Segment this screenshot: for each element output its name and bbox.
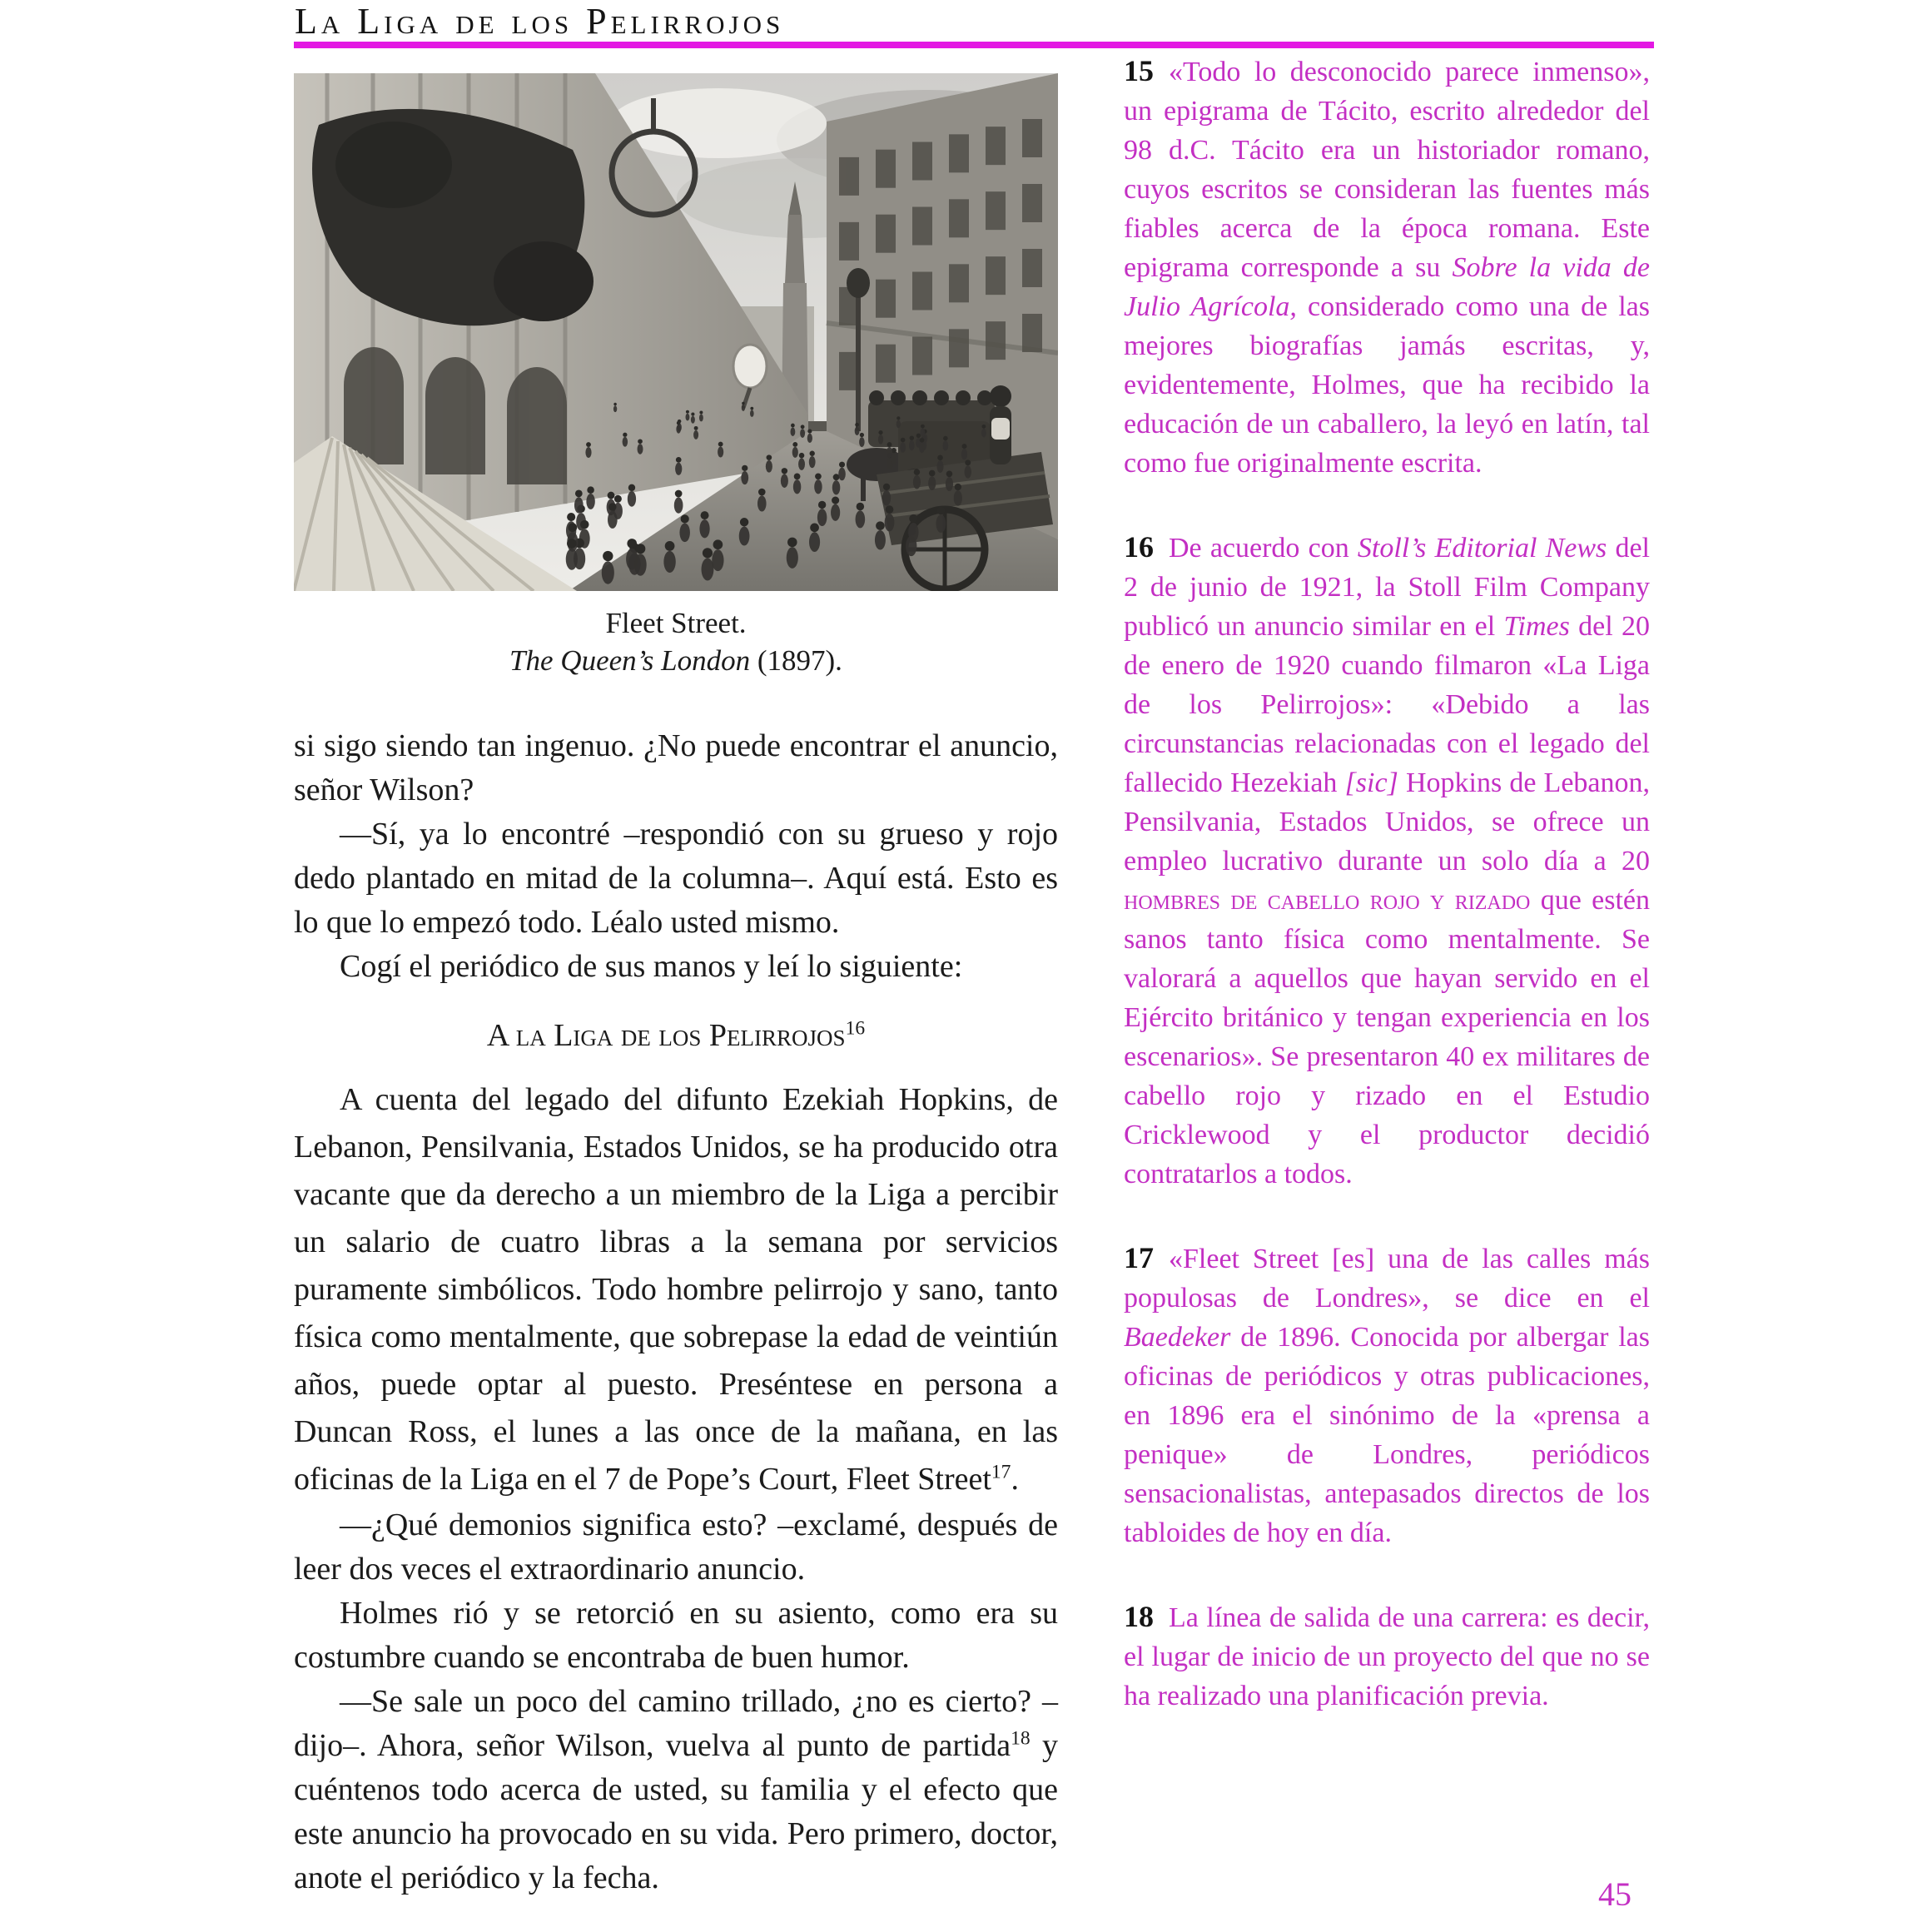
text-segment: de 1896. Conocida por albergar las oficinas de periódicos y otras publicaciones, en 1896 era el sinónimo de la «prensa a penique» de Londres, periódicos sensacionalistas, antepasados directos de los tabloides de hoy en día. <box>1124 1322 1650 1548</box>
text-segment: si sigo siendo tan ingenuo. ¿No puede encontrar el anuncio, señor Wilson? <box>294 728 1058 807</box>
text-segment: hombres de cabello rojo y rizado <box>1124 885 1531 916</box>
text-segment: A la Liga de los Pelirrojos <box>486 1018 846 1053</box>
text-segment: Cogí el periódico de sus manos y leí lo siguiente: <box>340 949 963 984</box>
annotation-note-16 <box>1124 528 1650 1194</box>
text-segment: Baedeker <box>1124 1322 1231 1353</box>
text-segment: del 2 de junio de 1921, la Stoll Film Company publicó un anuncio similar en el <box>1124 533 1650 642</box>
note-number: 18 <box>1124 1600 1154 1633</box>
paragraph <box>294 724 1058 812</box>
text-segment: Sobre la vida de Julio Agrícola, <box>1124 252 1650 322</box>
paragraph <box>294 1503 1058 1592</box>
text-segment: que estén sanos tanto física como mentalmente. Se valorará a aquellos que hayan servido en el Ejército británico y tengan experiencia en los escenarios». Se presentaron 40 ex militares de cabello rojo y rizado en el Estudio Cricklewood y el productor decidió contratarlos a todos. <box>1124 885 1650 1189</box>
text-segment: y cuéntenos todo acerca de usted, su familia y el efecto que este anuncio ha provocado en su vida. Pero primero, doctor, anote el periódico y la fecha. <box>294 1728 1058 1895</box>
text-segment: 16 <box>845 1017 866 1040</box>
text-segment: considerado como una de las mejores biografías jamás escritas, y, evidentemente, Holmes, que ha recibido la educación de un caballero, la leyó en latín, tal como fue originalmente escrita. <box>1124 291 1650 479</box>
note-number: 15 <box>1124 54 1154 87</box>
text-segment: La línea de salida de una carrera: es decir, el lugar de inicio de un proyecto del que no se ha realizado una planificación previa. <box>1124 1602 1650 1711</box>
paragraph <box>294 812 1058 945</box>
annotations-column <box>1124 52 1650 1761</box>
figure-fleet-street <box>294 73 1058 679</box>
annotation-note-15 <box>1124 52 1650 483</box>
page-number: 45 <box>1598 1875 1632 1913</box>
text-segment: A cuenta del legado del difunto Ezekiah Hopkins, de Lebanon, Pensilvania, Estados Unidos, se ha producido otra vacante que da derecho a un miembro de la Liga a percibir un salario de cuatro libras a la semana por servicios puramente simbólicos. Todo hombre pelirrojo y sano, tanto física como mentalmente, que sobrepase la edad de veintiún años, puede optar al puesto. Preséntese en persona a Duncan Ross, el lunes a las once de la mañana, en las oficinas de la Liga en el 7 de Pope’s Court, Fleet Street <box>294 1082 1058 1497</box>
annotation-note-18 <box>1124 1597 1650 1716</box>
caption-year: (1897). <box>750 644 842 677</box>
text-segment: [sic] <box>1344 767 1398 798</box>
text-segment: —Sí, ya lo encontré –respondió con su grueso y rojo dedo plantado en mitad de la columna–. Aquí está. Esto es lo que lo empezó todo. Léalo usted mismo. <box>294 817 1058 940</box>
caption-line2 <box>294 642 1058 679</box>
text-segment: Times <box>1503 611 1570 642</box>
photo-caption <box>294 604 1058 679</box>
note-number: 16 <box>1124 530 1154 564</box>
text-segment: Hopkins de Lebanon, Pensilvania, Estados Unidos, se ofrece un empleo lucrativo durante un solo día a 20 <box>1124 767 1650 877</box>
paragraph <box>294 1592 1058 1680</box>
body-text-column <box>294 724 1058 1900</box>
text-segment: Stoll’s Editorial News <box>1357 533 1607 564</box>
fleet-street-photo <box>294 73 1058 591</box>
advert-paragraph <box>294 1076 1058 1503</box>
paragraph <box>294 945 1058 989</box>
text-segment: De acuerdo con <box>1169 533 1358 564</box>
text-segment: Holmes rió y se retorció en su asiento, como era su costumbre cuando se encontraba de buen humor. <box>294 1596 1058 1675</box>
running-header: La Liga de los Pelirrojos <box>295 1 785 42</box>
text-segment: —Se sale un poco del camino trillado, ¿no es cierto? –dijo–. Ahora, señor Wilson, vuelva al punto de partida <box>294 1684 1058 1763</box>
text-segment: —¿Qué demonios significa esto? –exclamé, después de leer dos veces el extraordinario anuncio. <box>294 1507 1058 1587</box>
text-segment: «Fleet Street [es] una de las calles más populosas de Londres», se dice en el <box>1124 1244 1650 1314</box>
globe-lamp <box>733 345 767 388</box>
caption-work-title: The Queen’s London <box>509 644 751 677</box>
street-lamp <box>847 268 870 298</box>
advert-heading <box>294 1014 1058 1058</box>
note-number: 17 <box>1124 1241 1154 1274</box>
header-rule <box>294 42 1654 48</box>
annotation-note-17 <box>1124 1239 1650 1552</box>
text-segment: 18 <box>1011 1727 1031 1750</box>
text-segment: 17 <box>991 1461 1011 1483</box>
caption-line1: Fleet Street. <box>605 607 747 639</box>
text-segment: «Todo lo desconocido parece inmenso», un epigrama de Tácito, escrito alrededor del 98 d.C. Tácito era un historiador romano, cuyos escritos se consideran las fuentes más fiables acerca de la época romana. Este epigrama corresponde a su <box>1124 57 1650 283</box>
text-segment: . <box>1011 1462 1019 1497</box>
paragraph <box>294 1680 1058 1900</box>
text-segment: del 20 de enero de 1920 cuando filmaron «La Liga de los Pelirrojos»: «Debido a las circunstancias relacionadas con el legado del fallecido Hezekiah <box>1124 611 1651 798</box>
